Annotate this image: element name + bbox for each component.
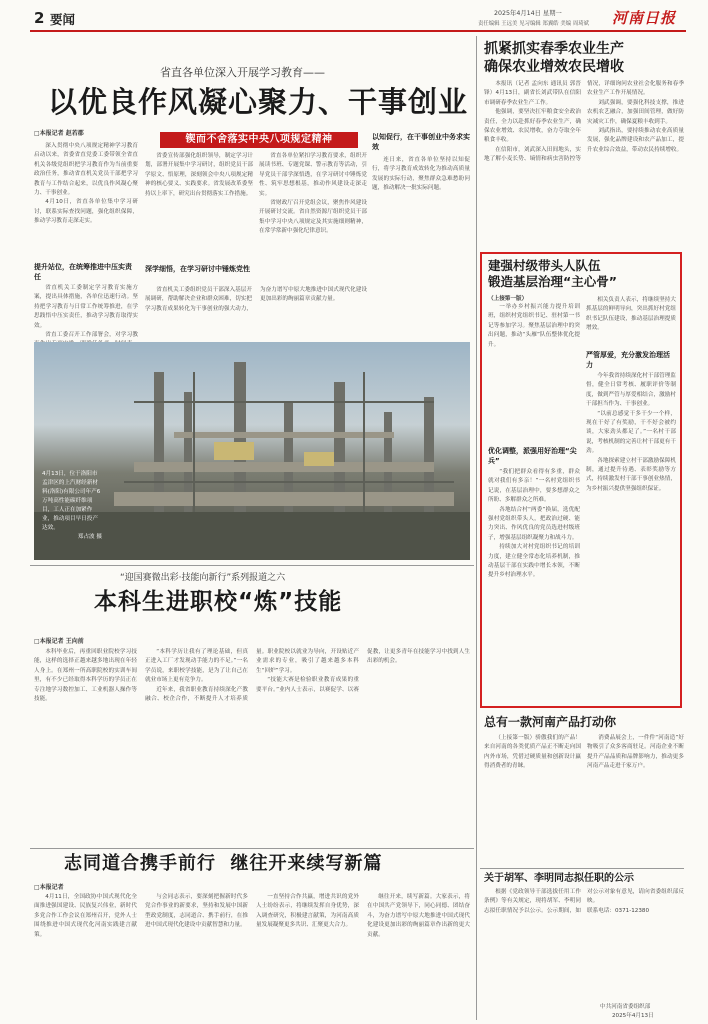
article2-title: 本科生进职校“炼”技能 [94, 589, 343, 615]
article5-leftcol-b [488, 468, 580, 702]
article7-issue-date: 2025年4月13日 [612, 1013, 654, 1019]
header-rule [30, 30, 686, 32]
article5-para: 各地探索建立村干部激励保障机制，通过提升待遇、表彰奖励等方式，持续激发村干部干事创业热情，为乡村振兴提供坚强组织保证。 [586, 457, 676, 492]
article6-para: （上接第一版）骄傲我们的产品！来自河南的各类优质产品正不断走向国内外市场，凭借过硬质量和创新设计赢得消费者的青睐。 [484, 735, 581, 770]
article2-para: 本科毕业后，再重回职业院校学习技能，这样的选择正越来越多地出现在年轻人身上。在郑州一所高职院校的实训车间里，有不少已经取得本科学历的学员正在专注地学习数控加工、工业机器人操作等技能。 [34, 649, 137, 703]
article5-rightcol-b [586, 372, 676, 702]
article5-title: 建强村级带头人队伍 锻造基层治理“主心骨” [488, 258, 617, 289]
divider-a3 [30, 848, 474, 849]
article5-para: 各地结合村“两委”换届，选优配强村党组织带头人，把政治过硬、能力突出、作风优良的党员选进村级班子，增强基层组织凝聚力和战斗力。 [488, 506, 580, 541]
article1-subhead-1: 提升站位，在统筹推进中压实责任 [34, 263, 132, 281]
article1-para: 省直机关工委组织党员干部深入基层开展调研，帮助解决企业和群众困难，切实把学习教育成果转化为干事创业的强大动力，为奋力谱写中原大地推进中国式现代化建设更加出彩的绚丽篇章贡献力量。 [145, 287, 367, 312]
photo-credit: 郑占波 摄 [77, 534, 102, 540]
editor-credits: 责任编辑 王远美 见习编辑 郑翼皓 美编 周琦斌 [478, 21, 589, 27]
article2-para: 近年来，我省职业教育持续深化产教融合、校企合作，不断提升人才培养质量。职业院校以就业为导向，开设贴近产业需求的专业，吸引了越来越多本科生“回炉”学习。 [145, 649, 359, 703]
article1-col1 [34, 142, 138, 258]
article1-subhead-2: 深学细悟，在学习研讨中锤炼党性 [145, 265, 250, 273]
article4-para: 本报讯（记者 孟向东 通讯员 郭晋锋）4月13日，副省长刘武带队在信阳市调研春季农业生产工作。 [484, 81, 581, 106]
article2-para: “本科学历让我有了理论基础，但真正进入工厂才发现动手能力的不足。”一名学员说，来职校学技能，是为了让自己在就业市场上更有竞争力。 [145, 649, 248, 684]
article5-para: 一举办乡村振兴能力提升培训班，组织村党组织书记、驻村第一书记等参加学习。聚焦基层治理中的突出问题，推动“头雁”队伍整体优化提升。 [488, 304, 580, 348]
article5-byline: （上接第一版） [488, 296, 528, 302]
article2-byline: □本报记者 王向前 [34, 638, 84, 645]
article1-kicker: 省直各单位深入开展学习教育—— [160, 66, 325, 79]
article3-para: 继往开来，续写新篇。大家表示，将在中国共产党领导下，同心同德、团结奋斗，为奋力谱写中原大地推进中国式现代化建设更加出彩的绚丽篇章作出新的更大贡献。 [367, 894, 470, 938]
article1-para: 省直各单位紧扣学习教育要求，组织开展读书班、专题党课、警示教育等活动，引导党员干部学深悟透，在学习研讨中锤炼党性、筑牢思想根基，推动作风建设走深走实。 [259, 153, 367, 197]
article4-para: 在信阳市，刘武深入田间地头，实地了解小麦长势、墒情和病虫害防控等情况，详细询问农业社会化服务和春季农业生产工作开展情况。 [484, 81, 684, 163]
article5-subhead-1: 优化调整，派强用好治理“尖兵” [488, 447, 577, 465]
article1-banner-text: 锲而不舍落实中央八项规定精神 [185, 134, 333, 145]
article4-para: 他强调，要坚决扛牢粮食安全政治责任，全力以赴抓好春季农业生产，确保农业增效、农民增收，奋力夺取全年粮食丰收。 [484, 109, 581, 144]
article1-col2b [145, 286, 367, 338]
factory-photo [34, 342, 470, 560]
article6-para: 消费品展会上，一件件“河南造”好物吸引了众多客商驻足。河南企业不断提升产品品质和品牌影响力，推动更多河南产品走进千家万户。 [587, 735, 684, 770]
article7-title: 关于胡军、李明同志拟任职的公示 [484, 873, 634, 884]
article3-title: 志同道合携手前行 继往开来续写新篇 [64, 853, 383, 874]
article1-title: 以优良作风凝心聚力、干事创业 [48, 85, 469, 119]
article4-para: 刘武强调，要强化科技支撑，推进农机农艺融合，加强田间管理，做好防灾减灾工作，确保夏粮丰收到手。 [587, 99, 684, 125]
article3-para: 与会同志表示，要深刻把握新时代多党合作事业的新要求，坚持和发展中国新型政党制度，志同道合、携手前行，在推进中国式现代化建设中贡献智慧和力量。 [145, 894, 248, 929]
article3-para: 一直坚持合作共赢，增进共识的党外人士纷纷表示，将继续发挥自身优势，深入调查研究，积极建言献策，为河南高质量发展凝聚更多共识、汇聚更大合力。 [256, 894, 359, 929]
article5-para: 今年我省持续深化村干部管理监督，健全日常考核、履职评价等制度，做到严管与厚爱相结合，激励村干部担当作为、干事创业。 [586, 373, 676, 408]
article1-para: 深入贯彻中央八项规定精神学习教育启动以来，省委省直党委工委带领全省直机关各级党组织把学习教育作为当前重要政治任务，推动省直机关党员干部把学习教育与工作结合起来，以优良作风凝心聚力、干事创业。 [34, 143, 138, 197]
article7-issuer: 中共河南省委组织部 [600, 1004, 651, 1010]
article2-para: “技能大赛是检验职业教育成果的重要平台。”业内人士表示，以赛促学、以赛促教，让更多青年在技能学习中找到人生出彩的机会。 [256, 649, 470, 693]
article1-col2 [145, 152, 253, 256]
newspaper-logo: 河南日报 [612, 9, 677, 27]
article1-col3 [259, 152, 367, 256]
article1-para: 4月10日，省直各单位集中学习研讨，联系实际查找问题，强化组织保障，推动学习教育走深走实。 [34, 199, 138, 225]
photo-caption-text: 4月13日，位于洛阳市孟津区的上汽财经新材料(洛阳)有限公司年产6万吨高性能碳纤维项目，工人正在加紧作业，推动项目早日投产达效。 [42, 471, 101, 531]
article1-para: 省财政厅召开党组会议，聚焦作风建设开展研讨交流。省自然资源厅组织党员干部集中学习中央八项规定及其实施细则精神，在常学常新中强化纪律意识。 [259, 200, 367, 235]
article3-byline: □本报记者 [34, 884, 64, 891]
section-name: 要闻 [50, 12, 76, 27]
article5-leftcol [488, 303, 580, 443]
article1-para: 省直工委召开工作部署会，对学习教 [45, 332, 138, 339]
divider-a2 [30, 565, 474, 566]
article5-para: “以前总感觉干多干少一个样，现在干好了有奖励，干不好会被约谈，大家劲头都足了。”一名村干部说，考核机制的完善让村干部更有干劲。 [586, 410, 676, 455]
article3-body [34, 893, 470, 1017]
article1-para: 省直机关工委制定学习教育实施方案，提出具体措施，各单位迅速行动。坚持把学习教育与日常工作统筹推进，在学思践悟中压实责任，推动学习教育取得实效。 [34, 285, 138, 329]
article5-para: “我们把群众看得有多重，群众就对我们有多亲！”一名村党组织书记说，在基层治理中，要多想群众之所盼、多解群众之所难。 [488, 469, 580, 504]
photo-caption [42, 470, 102, 550]
article1-subhead-3: 以知促行，在干事创业中务求实效 [372, 133, 470, 151]
article5-subhead-2: 严管厚爱，充分激发治理活力 [586, 351, 670, 369]
article7-para: 根据《党政领导干部选拔任用工作条例》等有关规定，现将胡军、李明同志拟任职情况予以公示。公示期间，如对公示对象有意见，请向省委组织部反映。 [484, 889, 684, 914]
article3-para: 4月11日，全国政协中国式现代化全面推进强国建设、民族复兴伟业，新时代多党合作工作会议在郑州召开，党外人士围绕推进中国式现代化河南实践建言献策。 [34, 894, 137, 938]
page-number: 2 [34, 9, 45, 27]
article6-title: 总有一款河南产品打动你 [484, 715, 617, 729]
right-column-divider [476, 36, 477, 1020]
article4-title: 抓紧抓实春季农业生产 确保农业增效农民增收 [484, 41, 624, 75]
divider-a7 [480, 868, 684, 869]
issue-date: 2025年4月14日 星期一 [494, 10, 562, 17]
article2-kicker: “迎国赛微出彩·技能向新行”系列报道之六 [120, 573, 286, 583]
article1-byline: □本报记者 赵若郡 [34, 130, 84, 137]
article1-banner [160, 132, 358, 148]
article4-para: 刘武指出，要持续推动农业高质量发展，强化品牌建设和农产品加工，提升农业综合效益，带动农民持续增收。 [587, 128, 684, 153]
article4-body [484, 80, 684, 248]
article5-rightcol [586, 296, 676, 348]
article2-body [34, 648, 470, 844]
article1-para: 省委宣传部强化组织领导，制定学习计划，部署开展集中学习研讨，组织党员干部学原文、悟原理，深刻领会中央八项规定精神的核心要义、实践要求。省发展改革委坚持以上率下，研究出台贯彻落实工作措施。 [145, 153, 253, 197]
article7-contact: 联系电话：0371-12380 [587, 907, 650, 914]
article6-body [484, 734, 684, 862]
article1-col4 [372, 156, 470, 340]
article7-body [484, 888, 684, 996]
article5-para: 持续加大对村党组织书记的培训力度，建立健全常态化培养机制，推动基层干部在实践中增长本领，不断提升乡村治理水平。 [488, 544, 580, 579]
article1-para: 连日来，省直各单位坚持以知促行，将学习教育成效转化为推动高质量发展的实际行动，聚焦群众急难愁盼问题，推动解决一批实际问题。 [372, 157, 470, 192]
article5-para: 相关负责人表示，将继续坚持大抓基层的鲜明导向，突出抓好村党组织书记队伍建设，推动基层治理提质增效。 [586, 297, 676, 332]
